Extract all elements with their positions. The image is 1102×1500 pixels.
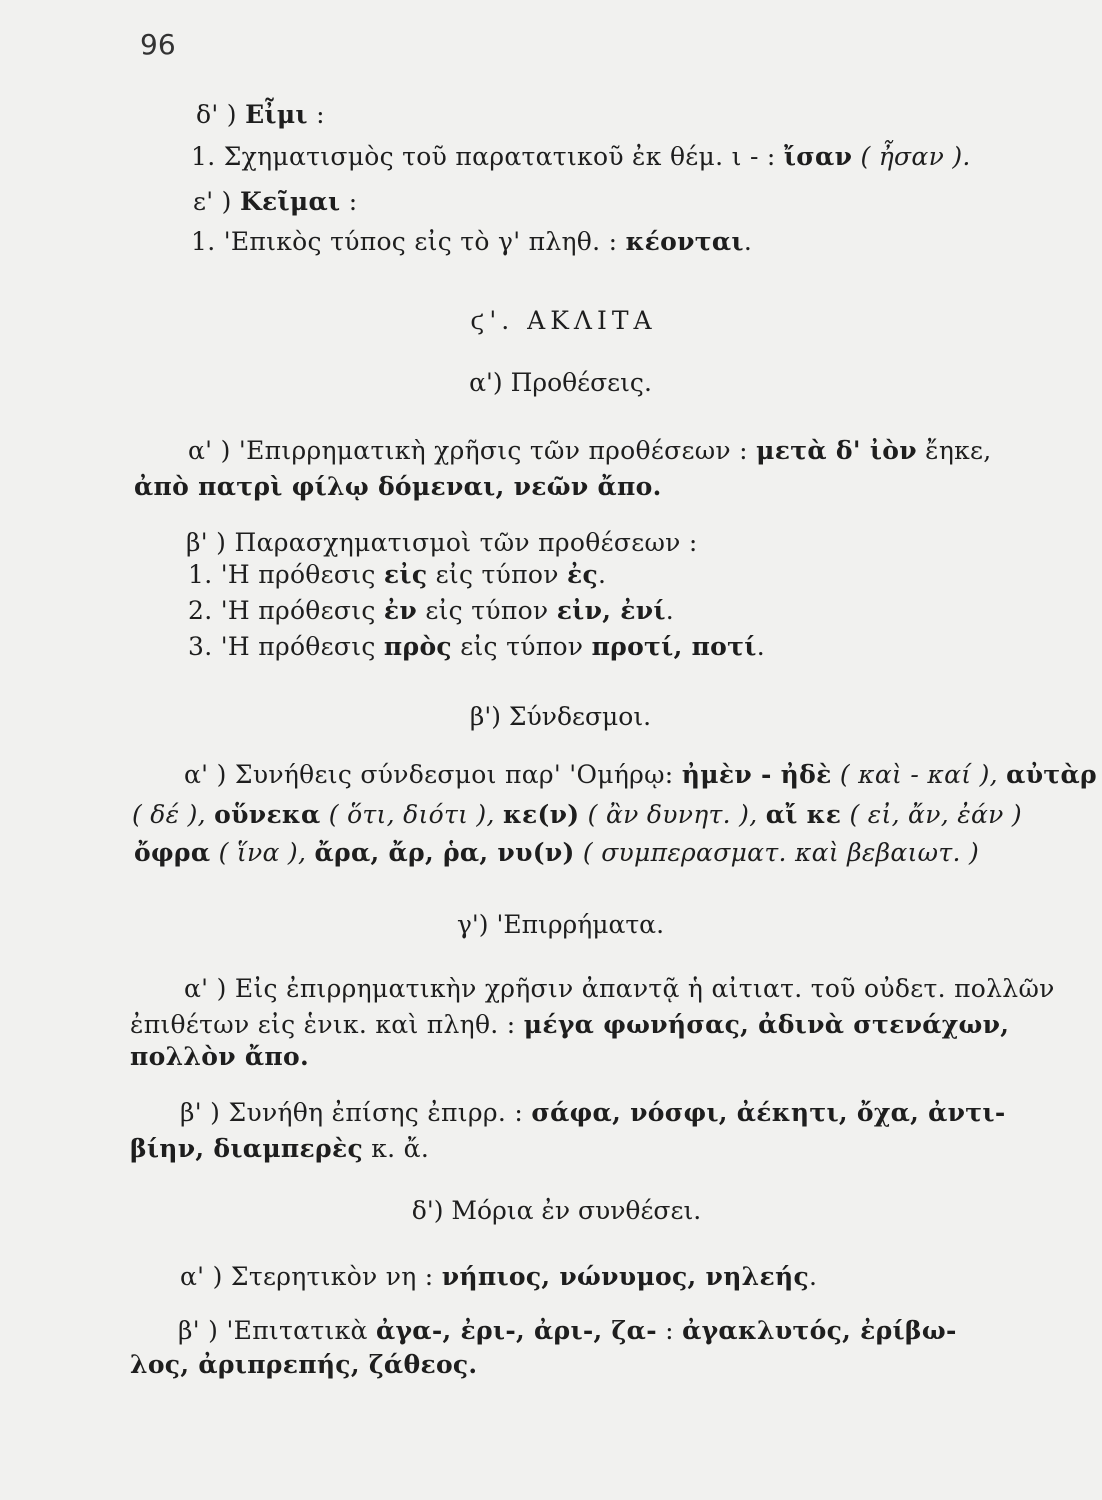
- protheseis-a-line2: ἀπὸ πατρὶ φίλῳ δόμεναι, νεῶν ἄπο.: [134, 472, 662, 501]
- protheseis-b-1: 1. 'Η πρόθεσις εἰς εἰς τύπον ἐς.: [188, 560, 607, 589]
- epirrimata-b-line2: βίην, διαμπερὲς κ. ἄ.: [130, 1134, 430, 1163]
- moria-b-line2: λος, ἀριπρεπής, ζάθεος.: [130, 1350, 478, 1379]
- protheseis-a-line1: α' ) 'Επιρρηματικὴ χρῆσις τῶν προθέσεων : μετὰ δ' ἰὸν ἔηκε,: [188, 436, 992, 465]
- syndesmoi-a-line3: ὄφρα ( ἵνα ), ἄρα, ἄρ, ῥα, νυ(ν) ( συμπερασματ. καὶ βεβαιωτ. ): [134, 838, 980, 867]
- subheading-protheseis: α') Προθέσεις.: [469, 368, 652, 397]
- moria-a: α' ) Στερητικὸν νη : νήπιος, νώνυμος, νηλεής.: [180, 1262, 818, 1291]
- epirrimata-a-line1: α' ) Εἰς ἐπιρρηματικὴν χρῆσιν ἀπαντᾷ ἡ αἰτιατ. τοῦ οὐδετ. πολλῶν: [184, 974, 1055, 1003]
- section-heading-aklita: ϛ'. ΑΚΛΙΤΑ: [470, 306, 657, 335]
- subheading-moria: δ') Μόρια ἐν συνθέσει.: [411, 1196, 702, 1225]
- entry-keimai: ε' ) Κεῖμαι :: [193, 187, 358, 216]
- protheseis-b-3: 3. 'Η πρόθεσις πρὸς εἰς τύπον προτί, ποτί.: [188, 632, 765, 661]
- epirrimata-a-line3: πολλὸν ἄπο.: [130, 1042, 309, 1071]
- entry-eimi: δ' ) Εἶμι :: [196, 100, 325, 129]
- protheseis-b-2: 2. 'Η πρόθεσις ἐν εἰς τύπον εἰν, ἐνί.: [188, 596, 675, 625]
- subheading-epirrimata: γ') 'Επιρρήματα.: [456, 910, 665, 939]
- entry-eimi-1: 1. Σχηματισμὸς τοῦ παρατατικοῦ ἐκ θέμ. ι - : ἴσαν ( ἦσαν ).: [191, 142, 971, 171]
- protheseis-b: β' ) Παρασχηματισμοὶ τῶν προθέσεων :: [186, 528, 698, 557]
- syndesmoi-a-line2: ( δέ ), οὕνεκα ( ὅτι, διότι ), κε(ν) ( ἂν δυνητ. ), αἴ κε ( εἰ, ἄν, ἐάν ): [132, 800, 1022, 829]
- entry-keimai-1: 1. 'Επικὸς τύπος εἰς τὸ γ' πληθ. : κέονται.: [191, 227, 753, 256]
- subheading-syndesmoi: β') Σύνδεσμοι.: [469, 702, 652, 731]
- epirrimata-a-line2: ἐπιθέτων εἰς ἑνικ. καὶ πληθ. : μέγα φωνήσας, ἀδινὰ στενάχων,: [130, 1010, 1010, 1039]
- epirrimata-b-line1: β' ) Συνήθη ἐπίσης ἐπιρρ. : σάφα, νόσφι, ἀέκητι, ὄχα, ἀντι-: [180, 1098, 1006, 1127]
- page-number: 96: [140, 28, 176, 61]
- syndesmoi-a-line1: α' ) Συνήθεις σύνδεσμοι παρ' 'Ομήρῳ: ἠμὲν - ἠδὲ ( καὶ - καί ), αὐτὰρ: [184, 760, 1097, 789]
- moria-b-line1: β' ) 'Επιτατικὰ ἀγα-, ἐρι-, ἀρι-, ζα- : ἀγακλυτός, ἐρίβω-: [178, 1316, 957, 1345]
